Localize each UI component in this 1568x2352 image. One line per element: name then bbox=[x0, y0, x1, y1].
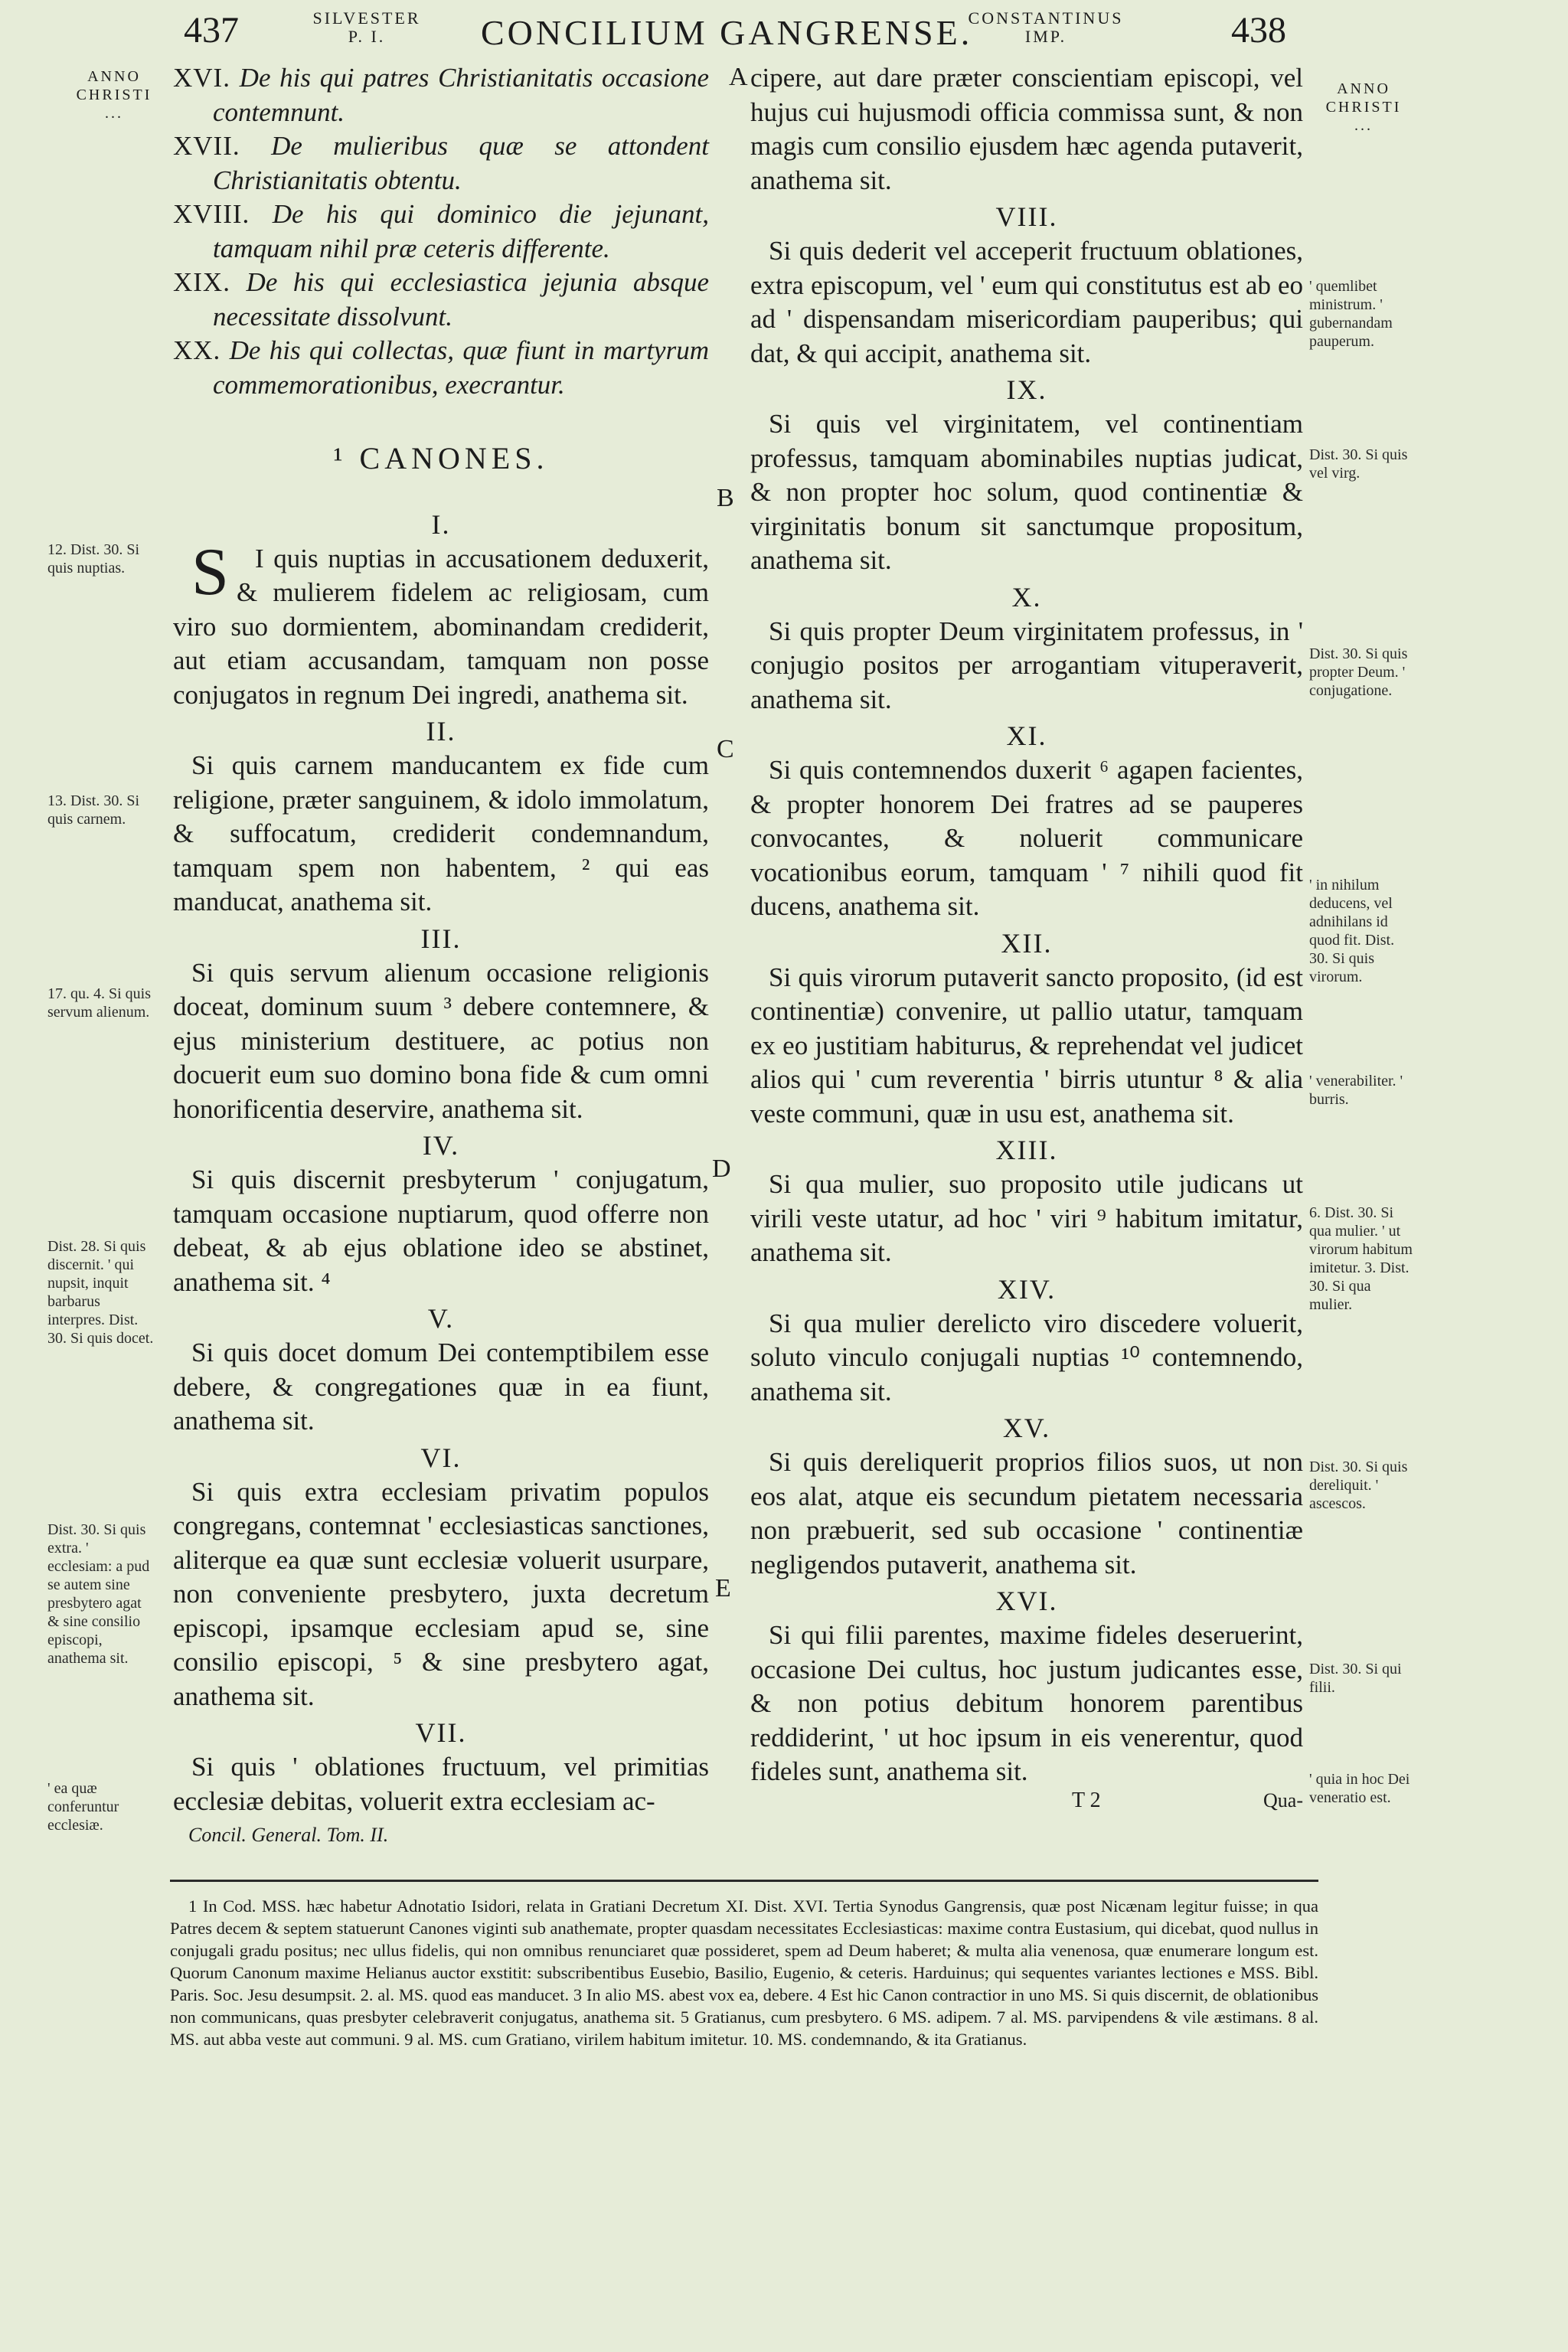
right-column bbox=[750, 61, 1303, 1815]
margin-note-left: 13. Dist. 30. Si quis carnem. bbox=[47, 792, 140, 828]
margin-note-right: Dist. 30. Si quis dereliquit. ' ascescos. bbox=[1309, 1459, 1408, 1512]
margin-note-right: 6. Dist. 30. Si qua mulier. ' ut virorum habitum imitetur. 3. Dist. 30. Si qua mulier. bbox=[1309, 1204, 1413, 1313]
anno-year: ... bbox=[105, 105, 123, 122]
chapter-item bbox=[173, 266, 709, 334]
anno-year: ... bbox=[1354, 117, 1373, 134]
canon-text: Si quis contemnendos duxerit ⁶ agapen facientes, & propter honorem Dei fratres ad se pauperes convocantes, & noluerit communicare vocationibus eorum, tamquam ' ⁷ nihili quod fit ducens, anathema sit. bbox=[750, 755, 1303, 921]
canon-text: Si quis servum alienum occasione religionis doceat, dominum suum ³ debere contemnere, & ejus ministerium destituere, ac potius non docuerit eum suo domino bona fide & cum omni honorificentia deservire, anathema sit. bbox=[173, 957, 709, 1124]
canon-text: Si quis discernit presbyterum ' conjugatum, tamquam occasione nuptiarum, quod offerre non debeat, & ab ejus oblatione ideo se abstinet, anathema sit. ⁴ bbox=[173, 1165, 709, 1297]
margin-note-right: ' quemlibet ministrum. ' gubernandam pauperum. bbox=[1309, 278, 1393, 350]
canon-number: XIV. bbox=[997, 1273, 1057, 1305]
chapter-number: XVI. bbox=[173, 63, 230, 93]
page-number-left: 437 bbox=[184, 10, 239, 51]
canon-text: Si qua mulier derelicto viro discedere voluerit, soluto vinculo conjugali nuptias ¹⁰ contemnendo, anathema sit. bbox=[750, 1308, 1303, 1406]
anno-label: ANNO bbox=[87, 68, 141, 85]
canon-text: Si quis extra ecclesiam privatim populos congregans, contemnat ' ecclesiasticas sanctiones, aliterque ea quæ sunt ecclesiæ voluerit usurpare, non conveniente presbytero, juxta decretum episcopi, ipsamque ecclesiam apud se, sine consilio episcopi, ⁵ & sine presbytero agat, anathema sit. bbox=[173, 1476, 709, 1711]
chapter-item bbox=[173, 198, 709, 266]
chapter-item bbox=[173, 334, 709, 402]
header-pope bbox=[309, 9, 424, 46]
canon-number: IX. bbox=[1006, 374, 1047, 405]
christi-label: CHRISTI bbox=[1325, 99, 1402, 116]
chapter-list bbox=[173, 61, 709, 402]
canon-number: III. bbox=[420, 923, 462, 954]
chapter-item bbox=[173, 129, 709, 198]
canon-text: SI quis nuptias in accusationem deduxerit, & mulierem fidelem ac religiosam, cum viro suo dormientem, abominandam crediderit, aut etiam accusandam, tamquam non posse conjugatos in regnum Dei ingredi, anathema sit. bbox=[173, 534, 709, 710]
header-emperor-title: IMP. bbox=[1024, 27, 1067, 46]
header-pope-name: SILVESTER bbox=[312, 8, 421, 28]
canon-text: Si quis propter Deum virginitatem professus, in ' conjugio positos per arrogantiam vituperaverit, anathema sit. bbox=[750, 616, 1303, 714]
canon-number: XIII. bbox=[995, 1135, 1058, 1165]
canones-heading: ¹ CANONES. bbox=[333, 441, 549, 475]
canon-text: Si quis vel virginitatem, vel continentiam professus, tamquam abominabiles nuptias judicat, & non propter hoc solum, quod continentiæ & virginitatis bonum sit sanctumque propositum, anathema sit. bbox=[750, 409, 1303, 575]
canon-number: XI. bbox=[1006, 720, 1047, 751]
margin-note-left: Dist. 28. Si quis discernit. ' qui nupsit, inquit barbarus interpres. Dist. 30. Si quis docet. bbox=[47, 1238, 154, 1347]
anno-christi-left bbox=[64, 67, 164, 122]
margin-note-right: ' in nihilum deducens, vel adnihilans id quod fit. Dist. 30. Si quis virorum. bbox=[1309, 877, 1395, 985]
volume-reference: Concil. General. Tom. II. bbox=[188, 1824, 389, 1846]
canon-number: XVI. bbox=[995, 1586, 1058, 1616]
canon-number: II. bbox=[426, 716, 456, 746]
section-marker-e: E bbox=[715, 1574, 731, 1602]
canon-text: Si quis ' oblationes fructuum, vel primitias ecclesiæ debitas, voluerit extra ecclesiam ac- bbox=[173, 1752, 709, 1816]
margin-note-right: Dist. 30. Si quis vel virg. bbox=[1309, 446, 1408, 482]
canon-text: Si quis virorum putaverit sancto proposito, (id est continentiæ) convenire, ut pallio utatur, tamquam ex eo justitiam habiturus, & reprehendat vel judicet alios qui ' cum reverentia ' birris utuntur ⁸ & alia veste communi, quæ in usu est, anathema sit. bbox=[750, 962, 1303, 1129]
section-marker-b: B bbox=[717, 484, 734, 512]
canon-number: XV. bbox=[1002, 1413, 1051, 1443]
canon-number: I. bbox=[431, 508, 451, 540]
catchword: Qua- bbox=[1263, 1788, 1303, 1811]
canon-text: Si quis carnem manducantem ex fide cum religione, præter sanguinem, & idolo immolatum, & suffocatum, crediderit condemnandum, tamquam spem non habentem, ² qui eas manducat, anathema sit. bbox=[173, 750, 709, 916]
chapter-item bbox=[173, 61, 709, 129]
page-footer-marks bbox=[750, 1789, 1303, 1815]
chapter-number: XVII. bbox=[173, 131, 240, 161]
margin-note-right: Dist. 30. Si qui filii. bbox=[1309, 1661, 1402, 1696]
section-marker-a: A bbox=[729, 63, 748, 91]
running-title: CONCILIUM GANGRENSE. bbox=[481, 13, 973, 52]
footnote-text: 1 In Cod. MSS. hæc habetur Adnotatio Isidori, relata in Gratiani Decretum XI. Dist. XVI. Tertia Synodus Gangrensis, quæ post Nicænam legitur fuisse; in qua Patres decem & septem statuerunt Canones viginti sub anathemate, propter quasdam necessitates Ecclesiasticas: maxime contra Eustasium, qui dicebat, quod nullus in conjugali gradu positus; nec ullus fidelis, qui non omnibus renunciaret quæ possideret, spem ad Deum haberet; & multa alia venenosa, quæ enumerare longum est. Quorum Canonum maxime Helianus auctor exstitit: subscribentibus Eusebio, Basilio, Eugenio, & ceteris. Harduinus; qui sequentes variantes lectiones e MSS. Bibl. Paris. Soc. Jesu desumpsit. 2. al. MS. quod eas manducet. 3 In alio MS. abest vox ea, debere. 4 Est hic Canon contractior in uno MS. Si quis discernit, de oblationibus non communicans, quas presbyter celebraverit conjugatus, anathema sit. 5 Gratianus, cum presbytero. 6 MS. adipem. 7 al. MS. parvipendens & vile æstimans. 8 al. MS. aut abba veste aut communi. 9 al. MS. cum Gratiano, virilem habitum imitetur. 10. MS. condemnando, & ita Gratianus. bbox=[170, 1896, 1318, 2049]
canon-number: V. bbox=[427, 1303, 455, 1334]
footnotes bbox=[170, 1895, 1318, 2050]
canon-number: VIII. bbox=[995, 201, 1058, 232]
signature-mark: T 2 bbox=[1072, 1788, 1101, 1812]
chapter-title: De his qui dominico die jejunant, tamquam nihil præ ceteris differente. bbox=[213, 199, 710, 263]
chapter-title: De his qui patres Christianitatis occasione contemnunt. bbox=[213, 63, 709, 127]
canon-number: IV. bbox=[422, 1130, 460, 1161]
page-number-right: 438 bbox=[1231, 10, 1286, 51]
canon-text: Si quis docet domum Dei contemptibilem esse debere, & congregationes quæ in ea fiunt, anathema sit. bbox=[173, 1338, 709, 1436]
footnote-rule bbox=[170, 1880, 1318, 1882]
canon-text: Si qua mulier, suo proposito utile judicans ut virili veste utatur, ad hoc ' viri ⁹ habitum imitatur, anathema sit. bbox=[750, 1169, 1303, 1267]
margin-note-left: 17. qu. 4. Si quis servum alienum. bbox=[47, 985, 152, 1021]
margin-note-right: ' quia in hoc Dei veneratio est. bbox=[1309, 1771, 1410, 1806]
chapter-number: XX. bbox=[173, 335, 221, 365]
header-emperor-name: CONSTANTINUS bbox=[968, 8, 1124, 28]
christi-label: CHRISTI bbox=[76, 87, 152, 103]
chapter-number: XVIII. bbox=[173, 199, 250, 229]
chapter-title: De his qui collectas, quæ fiunt in martyrum commemorationibus, execrantur. bbox=[213, 335, 709, 400]
section-marker-d: D bbox=[712, 1155, 731, 1183]
chapter-title: De mulieribus quæ se attondent Christianitatis obtentu. bbox=[213, 131, 710, 195]
canon-continuation: cipere, aut dare præter conscientiam episcopi, vel hujus cui hujusmodi officia commissa sunt, & non magis cum consilio ejusdem hæc agenda putaverit, anathema sit. bbox=[750, 63, 1303, 195]
canon-text: Si quis dereliquerit proprios filios suos, ut non eos alat, atque eis secundum pietatem necessaria non præbuerit, sed sub occasione ' continentiæ negligendos putaverit, anathema sit. bbox=[750, 1447, 1303, 1579]
margin-note-left: ' ea quæ conferuntur ecclesiæ. bbox=[47, 1780, 119, 1834]
left-column bbox=[173, 61, 709, 1853]
canon-text: Si qui filii parentes, maxime fideles deseruerint, occasione Dei cultus, hoc justum judicantes esse, & non potius debitum honorem parentibus reddiderint, ' ut hoc ipsum in eis venerentur, quod fideles sunt, anathema sit. bbox=[750, 1620, 1303, 1786]
canon-number: X. bbox=[1011, 581, 1042, 612]
canon-number: XII. bbox=[1001, 927, 1053, 959]
margin-note-left: Dist. 30. Si quis extra. ' ecclesiam: a pud se autem sine presbytero agat & sine consilio episcopi, anathema sit. bbox=[47, 1521, 150, 1667]
canon-number: VII. bbox=[415, 1717, 467, 1748]
anno-label: ANNO bbox=[1337, 80, 1390, 97]
margin-note-right: ' venerabiliter. ' burris. bbox=[1309, 1073, 1403, 1108]
header-pope-ordinal: P. I. bbox=[348, 27, 386, 46]
anno-christi-right bbox=[1314, 80, 1413, 135]
header-emperor bbox=[946, 9, 1145, 46]
canon-number: VI. bbox=[420, 1442, 462, 1473]
margin-note-right: Dist. 30. Si quis propter Deum. ' conjugatione. bbox=[1309, 645, 1408, 699]
chapter-title: De his qui ecclesiastica jejunia absque necessitate dissolvunt. bbox=[213, 267, 709, 332]
section-marker-c: C bbox=[717, 735, 734, 763]
chapter-number: XIX. bbox=[173, 267, 230, 297]
margin-note-left: 12. Dist. 30. Si quis nuptias. bbox=[47, 541, 140, 577]
canon-text: Si quis dederit vel acceperit fructuum oblationes, extra episcopum, vel ' eum qui constitutus est ab eo ad ' dispensandam misericordiam pauperibus; qui dat, & qui accipit, anathema sit. bbox=[750, 236, 1303, 368]
